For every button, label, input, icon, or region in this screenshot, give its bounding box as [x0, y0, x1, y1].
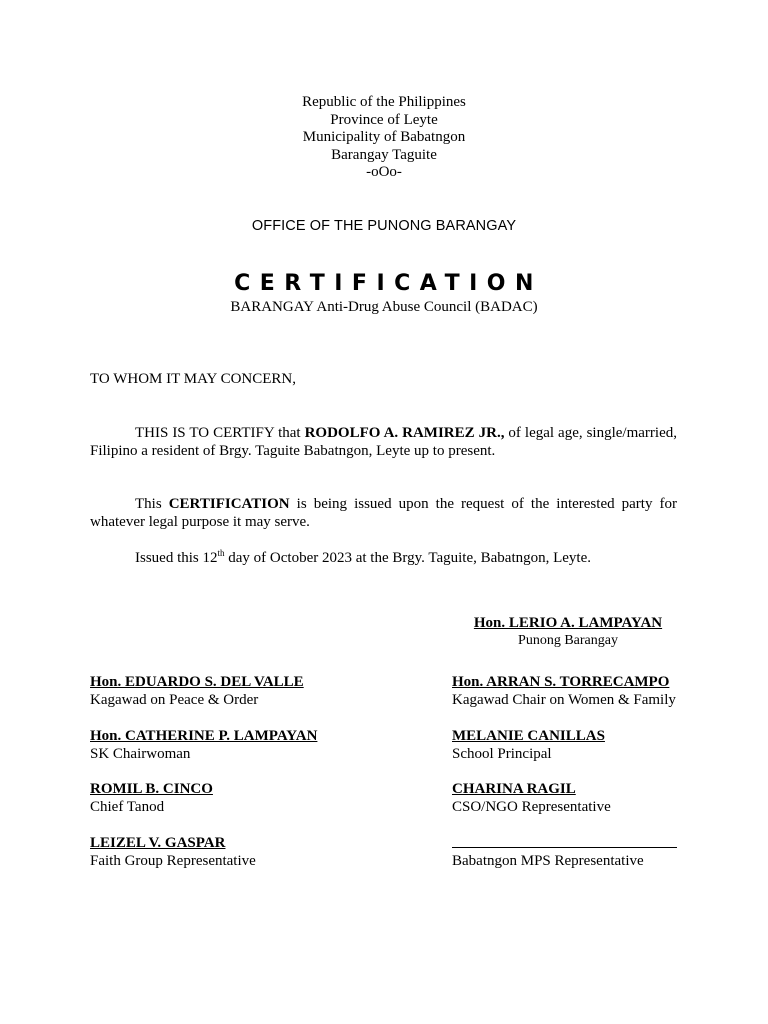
signatory-position: School Principal	[452, 746, 552, 762]
signature-block	[452, 780, 752, 816]
signatory-name: ROMIL B. CINCO	[90, 781, 213, 797]
paragraph2-suffix: is being issued upon the request of the interested party for whatever legal purpose it may serve.	[90, 496, 677, 530]
signature-block	[90, 780, 390, 816]
signatory-position: SK Chairwoman	[90, 746, 191, 762]
issued-paragraph	[90, 549, 677, 567]
signature-block	[452, 834, 752, 870]
signatory-position: Kagawad Chair on Women & Family	[452, 692, 676, 708]
blank-signature-line	[452, 834, 677, 848]
certification-word: CERTIFICATION	[168, 496, 290, 512]
signatory-name: LEIZEL V. GASPAR	[90, 835, 226, 851]
paragraph3-suffix: day of October 2023 at the Brgy. Taguite, Babatngon, Leyte.	[224, 550, 592, 566]
header-separator: -oOo-	[366, 164, 402, 180]
salutation: TO WHOM IT MAY CONCERN,	[90, 371, 296, 387]
signatory-position: CSO/NGO Representative	[452, 799, 611, 815]
certification-paragraph	[90, 424, 677, 460]
signatory-position: Chief Tanod	[90, 799, 165, 815]
paragraph3-prefix: Issued this 12	[135, 550, 218, 566]
signatory-position: Babatngon MPS Representative	[452, 853, 644, 869]
header-province: Province of Leyte	[330, 111, 438, 128]
office-heading: OFFICE OF THE PUNONG BARANGAY	[251, 218, 517, 234]
signature-block	[452, 673, 752, 709]
signatory-name: Hon. CATHERINE P. LAMPAYAN	[90, 728, 318, 744]
signatory-name: Hon. EDUARDO S. DEL VALLE	[90, 674, 304, 690]
punong-barangay-signature	[450, 614, 686, 650]
document-subtitle: BARANGAY Anti-Drug Abuse Council (BADAC)	[230, 299, 538, 315]
header-country: Republic of the Philippines	[302, 94, 466, 110]
header-barangay: Barangay Taguite	[331, 146, 437, 163]
paragraph2-prefix: This	[135, 496, 169, 512]
signature-block	[90, 727, 390, 763]
signatory-position: Faith Group Representative	[90, 853, 256, 869]
date-ordinal-suffix: th	[217, 548, 225, 558]
purpose-paragraph	[90, 495, 677, 531]
paragraph1-prefix: THIS IS TO CERTIFY that	[135, 425, 305, 441]
letterhead	[0, 94, 768, 182]
signatory-name: MELANIE CANILLAS	[452, 728, 605, 744]
signature-block	[90, 834, 390, 870]
certified-person-name: RODOLFO A. RAMIREZ JR.,	[304, 425, 505, 441]
signatory-name: Hon. ARRAN S. TORRECAMPO	[452, 674, 670, 690]
signatory-name: CHARINA RAGIL	[452, 781, 576, 797]
signature-block	[90, 673, 390, 709]
signatory-position: Punong Barangay	[518, 633, 618, 648]
document-title: CERTIFICATION	[234, 271, 543, 296]
signature-block	[452, 727, 752, 763]
paragraph1-suffix: of legal age, single/married, Filipino a resident of Brgy. Taguite Babatngon, Leyte up to present.	[90, 425, 677, 459]
header-municipality: Municipality of Babatngon	[302, 129, 466, 145]
signatory-position: Kagawad on Peace & Order	[90, 692, 259, 708]
signatory-name: Hon. LERIO A. LAMPAYAN	[473, 615, 663, 631]
